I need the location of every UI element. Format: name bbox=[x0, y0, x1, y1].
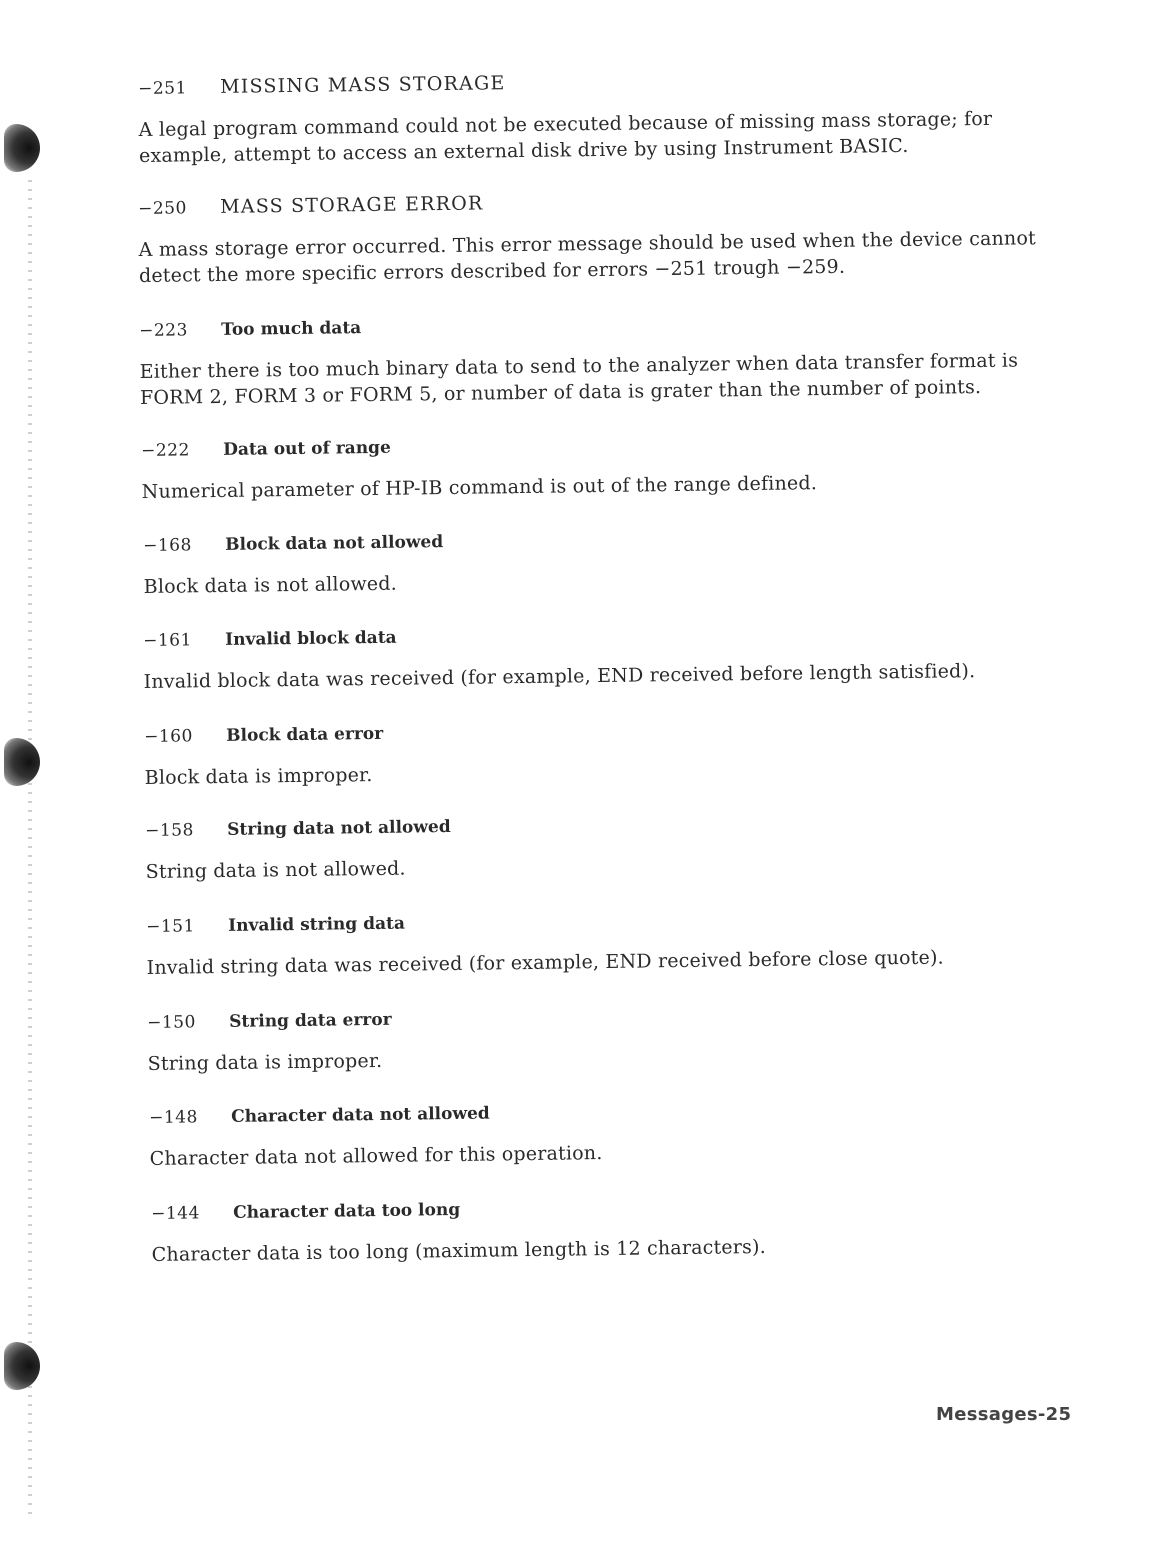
error-code: −160 bbox=[144, 726, 194, 747]
description-line: String data is improper. bbox=[147, 1049, 383, 1075]
entry-heading bbox=[138, 184, 1038, 221]
error-description bbox=[146, 847, 1046, 885]
error-entry-158 bbox=[145, 806, 1046, 885]
error-entry-150 bbox=[147, 998, 1048, 1077]
error-entry-222 bbox=[141, 426, 1042, 505]
description-line: FORM 2, FORM 3 or FORM 5, or number of data is grater than the number of points. bbox=[139, 375, 982, 409]
description-line: A mass storage error occurred. This error message should be used when the device cannot bbox=[138, 227, 1037, 261]
error-title: String data error bbox=[229, 1009, 392, 1032]
description-line: Numerical parameter of HP-IB command is out of the range defined. bbox=[141, 472, 818, 503]
error-title: Block data error bbox=[226, 723, 384, 746]
error-code: −158 bbox=[145, 820, 195, 841]
error-title: Too much data bbox=[221, 318, 362, 340]
description-line: Either there is too much binary data to send to the analyzer when data transfer format is bbox=[139, 349, 1019, 383]
error-title: Invalid string data bbox=[228, 913, 406, 936]
error-description bbox=[142, 467, 1042, 505]
error-title: Block data not allowed bbox=[225, 532, 444, 555]
error-entry-161 bbox=[143, 616, 1044, 695]
binder-hole-top bbox=[4, 124, 40, 172]
error-description bbox=[144, 657, 1044, 695]
error-code: −251 bbox=[138, 78, 188, 99]
error-code: −250 bbox=[138, 198, 188, 219]
entry-heading bbox=[144, 712, 1044, 749]
error-entry-151 bbox=[146, 902, 1047, 981]
error-title: Data out of range bbox=[223, 437, 391, 460]
description-line: detect the more specific errors described for errors −251 trough −259. bbox=[138, 255, 846, 287]
entry-heading bbox=[145, 806, 1045, 843]
entry-heading bbox=[143, 521, 1043, 558]
description-line: Invalid string data was received (for example, END received before close quote). bbox=[146, 946, 944, 979]
entry-heading bbox=[147, 998, 1047, 1035]
error-entry-250 bbox=[138, 184, 1039, 289]
description-line: example, attempt to access an external disk drive by using Instrument BASIC. bbox=[138, 134, 909, 167]
error-entry-223 bbox=[139, 306, 1040, 411]
error-description bbox=[150, 1134, 1050, 1172]
description-line: Character data not allowed for this operation. bbox=[149, 1142, 603, 1170]
error-code: −168 bbox=[143, 535, 193, 556]
description-line: Character data is too long (maximum length is 12 characters). bbox=[151, 1235, 767, 1266]
error-entry-160 bbox=[144, 712, 1045, 791]
error-title: MASS STORAGE ERROR bbox=[220, 192, 484, 218]
error-entry-144 bbox=[151, 1189, 1052, 1268]
error-description bbox=[139, 225, 1040, 289]
description-line: String data is not allowed. bbox=[145, 857, 406, 883]
error-description bbox=[145, 753, 1045, 791]
error-description bbox=[147, 943, 1047, 981]
description-line: Block data is improper. bbox=[144, 764, 373, 789]
description-line: Block data is not allowed. bbox=[143, 572, 398, 598]
entry-heading bbox=[149, 1093, 1049, 1130]
error-entry-148 bbox=[149, 1093, 1050, 1172]
description-line: Invalid block data was received (for example, END received before length satisfied). bbox=[143, 660, 976, 693]
error-code: −222 bbox=[141, 440, 191, 461]
entry-heading bbox=[139, 306, 1039, 343]
error-description bbox=[139, 105, 1040, 169]
error-title: Character data too long bbox=[233, 1199, 461, 1223]
error-title: String data not allowed bbox=[227, 817, 451, 840]
error-code: −161 bbox=[143, 630, 193, 651]
error-entry-251 bbox=[138, 64, 1039, 169]
entry-heading bbox=[138, 64, 1038, 101]
error-code: −151 bbox=[146, 916, 196, 937]
entry-heading bbox=[151, 1189, 1051, 1226]
scan-edge-artifact bbox=[28, 180, 32, 1520]
entry-heading bbox=[146, 902, 1046, 939]
error-description bbox=[144, 562, 1044, 600]
error-description bbox=[140, 347, 1041, 411]
error-description bbox=[152, 1230, 1052, 1268]
description-line: A legal program command could not be executed because of missing mass storage; for bbox=[138, 107, 993, 141]
error-entry-168 bbox=[143, 521, 1044, 600]
error-code: −150 bbox=[147, 1012, 197, 1033]
entry-heading bbox=[141, 426, 1041, 463]
page-number-label: Messages-25 bbox=[936, 1404, 1072, 1425]
entry-heading bbox=[143, 616, 1043, 653]
error-code: −223 bbox=[139, 320, 189, 341]
error-code: −144 bbox=[151, 1203, 201, 1224]
binder-hole-middle bbox=[4, 738, 40, 786]
error-code: −148 bbox=[149, 1107, 199, 1128]
error-title: Character data not allowed bbox=[231, 1103, 490, 1127]
binder-hole-bottom bbox=[4, 1342, 40, 1390]
error-title: MISSING MASS STORAGE bbox=[220, 72, 506, 98]
error-description bbox=[148, 1039, 1048, 1077]
error-title: Invalid block data bbox=[225, 627, 397, 650]
